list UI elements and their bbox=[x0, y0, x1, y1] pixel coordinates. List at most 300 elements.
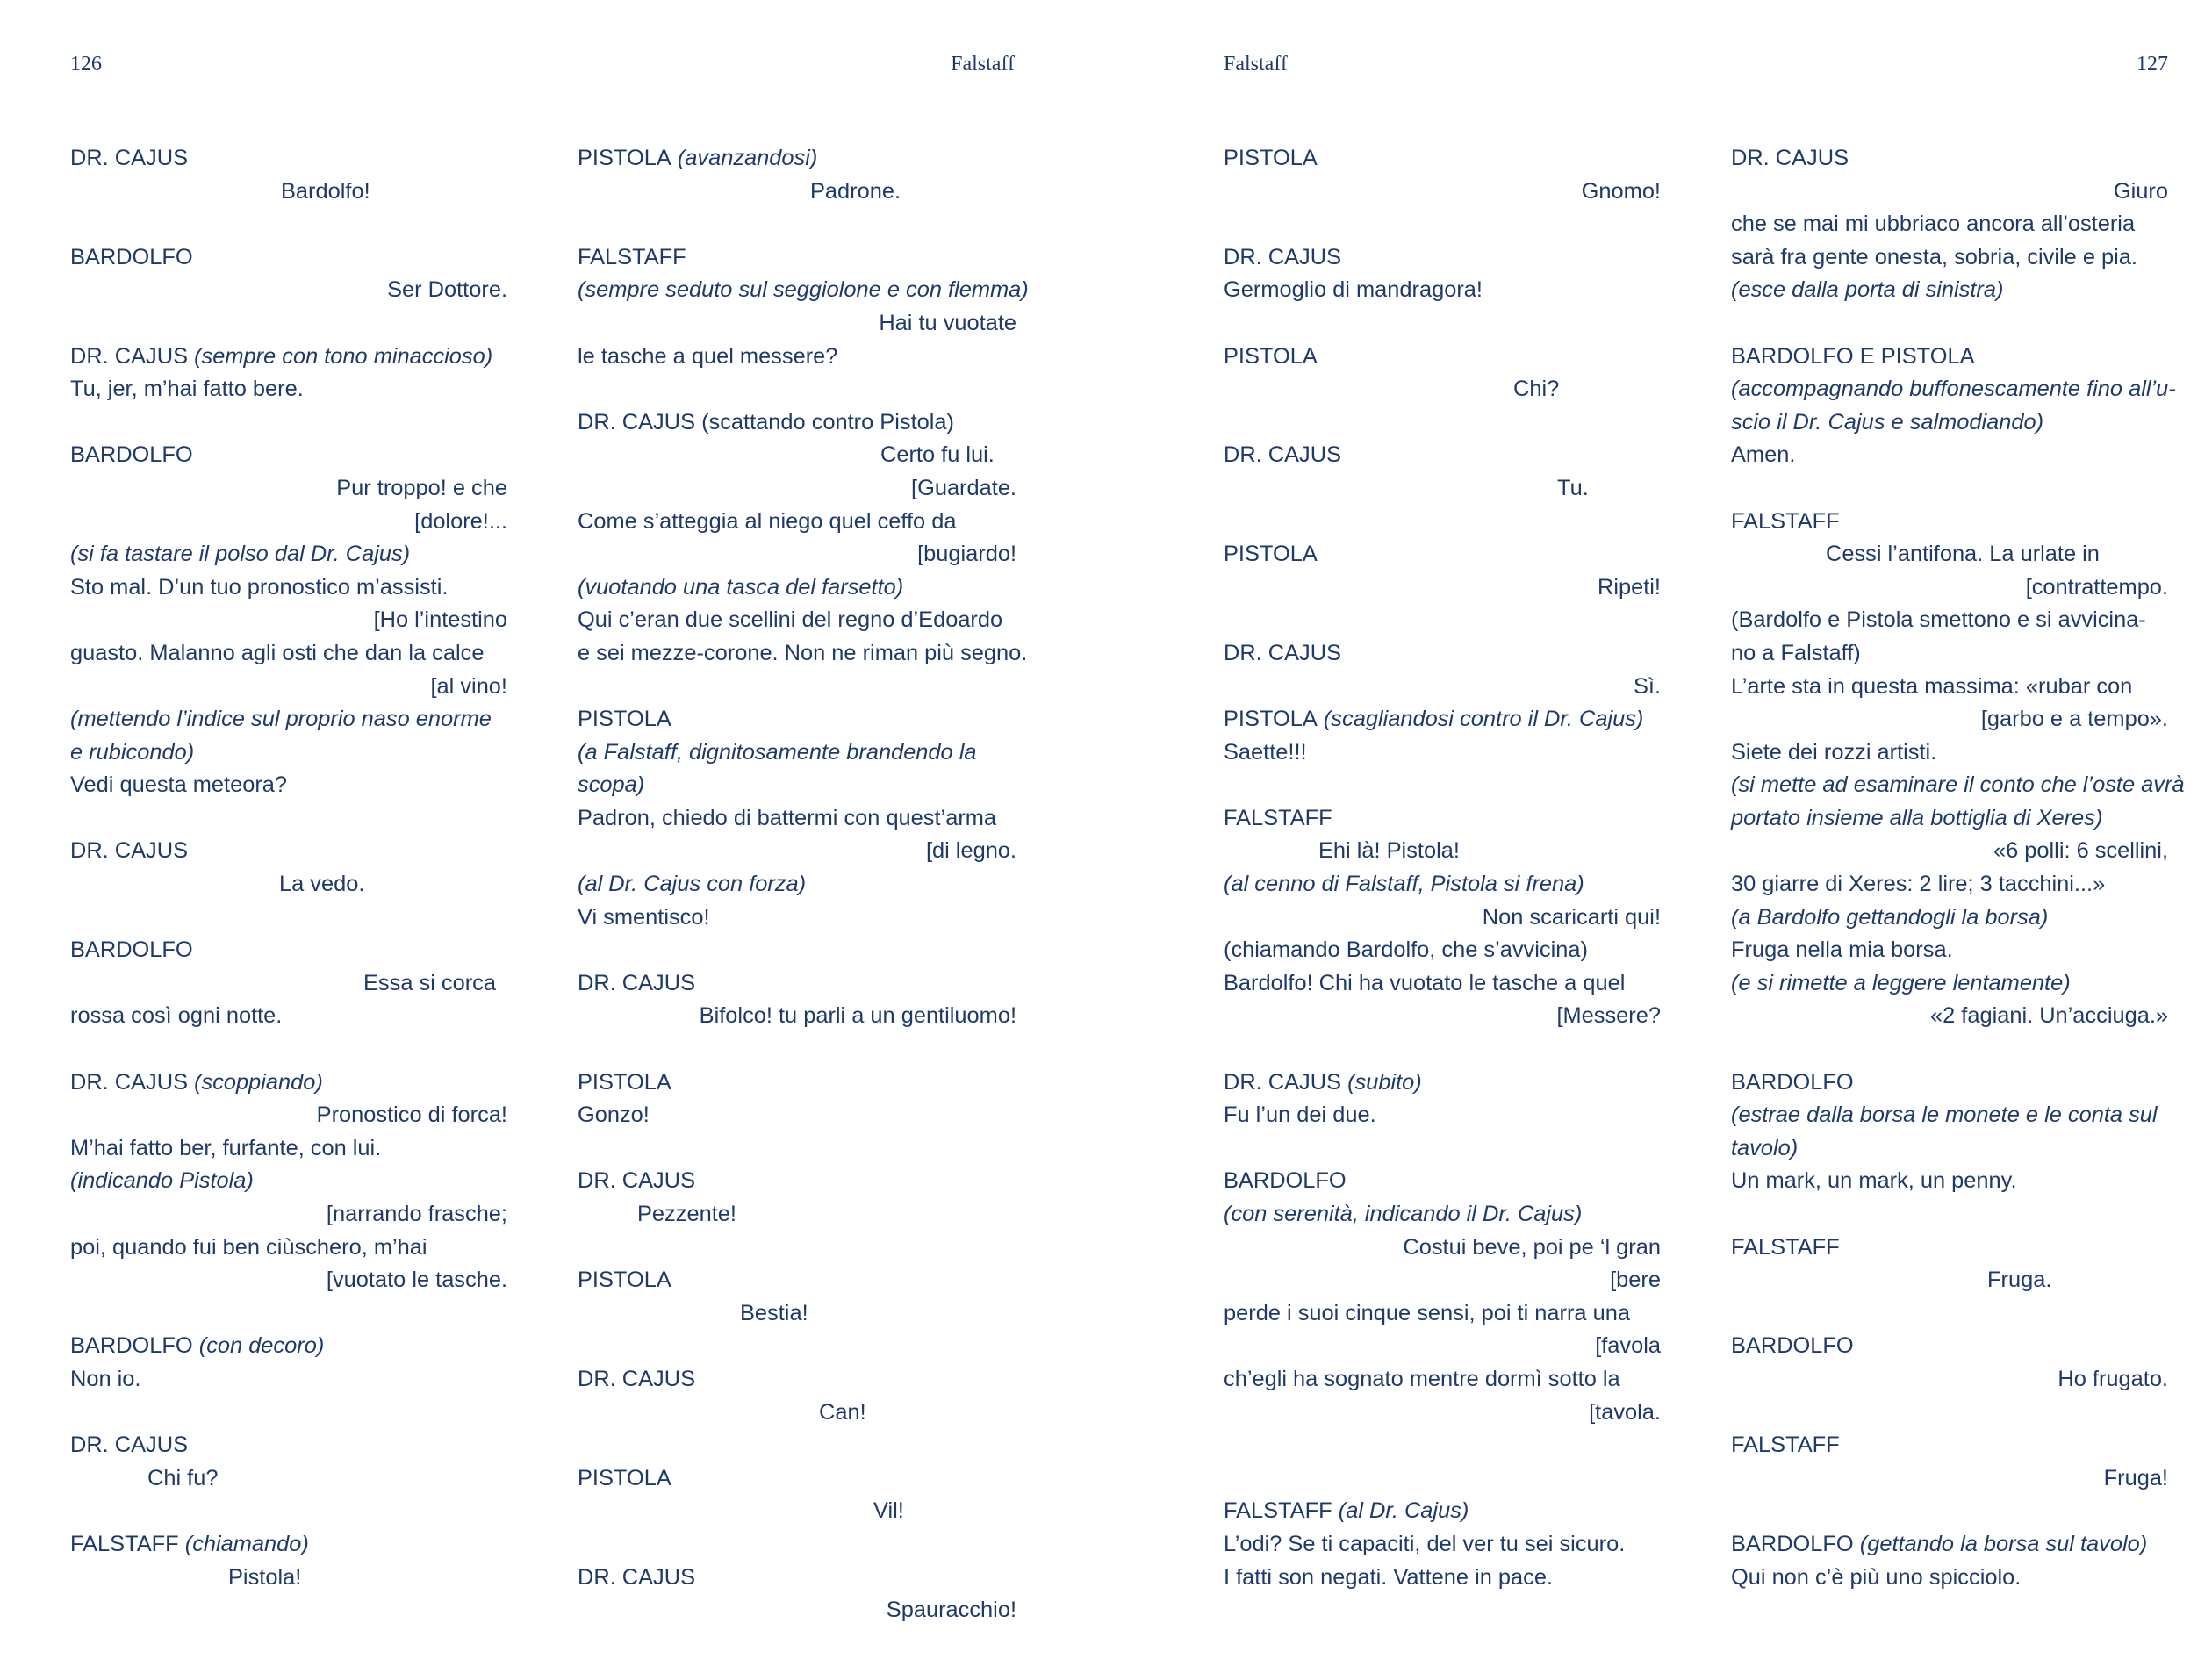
line-text: Ripeti! bbox=[1598, 574, 1661, 600]
script-line bbox=[578, 1297, 1016, 1331]
script-line bbox=[1731, 1264, 2168, 1297]
text-column-3 bbox=[1224, 142, 1661, 1594]
script-line bbox=[70, 736, 507, 770]
line-text: FALSTAFF bbox=[1731, 1433, 1840, 1458]
stage-direction: (scoppiando) bbox=[188, 1069, 323, 1095]
script-line bbox=[1731, 671, 2168, 704]
script-line bbox=[1731, 1528, 2168, 1562]
script-line bbox=[1731, 736, 2168, 770]
running-title-right: Falstaff bbox=[1224, 53, 1288, 75]
script-line bbox=[1224, 176, 1661, 209]
script-line bbox=[70, 1165, 507, 1198]
line-text: BARDOLFO bbox=[70, 1333, 193, 1359]
line-text: DR. CAJUS bbox=[70, 146, 189, 170]
line-text: Ho frugato. bbox=[2058, 1366, 2168, 1391]
line-text: DR. CAJUS bbox=[1224, 1069, 1342, 1095]
script-line bbox=[578, 868, 1016, 901]
script-line bbox=[1224, 671, 1661, 704]
script-line bbox=[1224, 637, 1661, 671]
script-line bbox=[1731, 506, 2168, 539]
script-line bbox=[70, 769, 507, 802]
script-line bbox=[578, 439, 1016, 472]
line-text: DR. CAJUS bbox=[70, 1433, 189, 1458]
line-text: Vedi questa meteora? bbox=[70, 772, 288, 798]
script-line bbox=[578, 604, 1016, 637]
script-line bbox=[1731, 1132, 2168, 1166]
script-line bbox=[70, 176, 507, 209]
script-line bbox=[578, 1562, 1016, 1595]
script-line bbox=[578, 1363, 1016, 1397]
line-text: Hai tu vuotate bbox=[879, 310, 1016, 335]
blank-line bbox=[1731, 1198, 2168, 1232]
line-text: Sì. bbox=[1633, 673, 1661, 699]
line-text: Padron, chiedo di battermi con quest’arma bbox=[578, 805, 997, 830]
blank-line bbox=[70, 802, 507, 836]
script-line bbox=[1731, 1000, 2168, 1033]
line-text: BARDOLFO bbox=[1731, 1333, 1854, 1359]
script-line bbox=[70, 1528, 507, 1562]
line-text: Non scaricarti qui! bbox=[1482, 904, 1661, 930]
line-text: L’odi? Se ti capaciti, del ver tu sei sicuro. bbox=[1224, 1531, 1626, 1556]
line-text: (al Dr. Cajus con forza) bbox=[578, 872, 807, 897]
line-text: DR. CAJUS bbox=[1731, 146, 1849, 170]
line-text: Gonzo! bbox=[578, 1102, 650, 1128]
script-line bbox=[1224, 1562, 1661, 1595]
line-text: portato insieme alla bottiglia di Xeres) bbox=[1731, 805, 2103, 830]
script-line bbox=[70, 1462, 507, 1496]
script-line bbox=[578, 571, 1016, 605]
line-text: BARDOLFO bbox=[1731, 1531, 1854, 1556]
line-text: (chiamando Bardolfo, che s’avvicina) bbox=[1224, 937, 1588, 963]
running-title-left: Falstaff bbox=[951, 53, 1015, 75]
script-line bbox=[578, 142, 1016, 176]
script-line bbox=[1224, 1495, 1661, 1528]
blank-line bbox=[578, 208, 1016, 241]
script-line bbox=[1224, 1363, 1661, 1397]
script-line bbox=[1731, 703, 2168, 736]
blank-line bbox=[1224, 769, 1661, 802]
line-text: PISTOLA bbox=[578, 1069, 672, 1095]
blank-line bbox=[70, 307, 507, 341]
blank-line bbox=[1731, 472, 2168, 506]
line-text: DR. CAJUS bbox=[578, 1564, 696, 1590]
line-text: (a Bardolfo gettandogli la borsa) bbox=[1731, 904, 2049, 930]
script-line bbox=[70, 506, 507, 539]
script-line bbox=[578, 1000, 1016, 1033]
line-text: Fruga! bbox=[2103, 1465, 2168, 1490]
script-line bbox=[578, 703, 1016, 736]
script-line bbox=[578, 1594, 1016, 1627]
blank-line bbox=[70, 208, 507, 241]
script-line bbox=[1731, 373, 2176, 406]
line-text: [contrattempo. bbox=[2025, 574, 2168, 600]
line-text: Fruga. bbox=[1987, 1268, 2052, 1293]
script-line bbox=[70, 1330, 507, 1363]
line-text: e rubicondo) bbox=[70, 739, 195, 765]
script-line bbox=[578, 1397, 1016, 1430]
line-text: Chi fu? bbox=[147, 1465, 219, 1490]
line-text: (sempre seduto sul seggiolone e con flemma) bbox=[578, 277, 1029, 303]
line-text: PISTOLA bbox=[578, 707, 672, 732]
line-text: (vuotando una tasca del farsetto) bbox=[578, 574, 904, 600]
script-line bbox=[70, 1429, 507, 1462]
line-text: Cessi l’antifona. La urlate in bbox=[1826, 542, 2100, 567]
page-number-right: 127 bbox=[2137, 53, 2168, 75]
script-line bbox=[1731, 241, 2168, 275]
script-line bbox=[578, 637, 1028, 671]
line-text: Pur troppo! e che bbox=[336, 475, 507, 500]
blank-line bbox=[578, 1232, 1016, 1265]
blank-line bbox=[1224, 1033, 1661, 1066]
line-text: (accompagnando buffonescamente fino all’u- bbox=[1731, 377, 2176, 402]
script-line bbox=[1731, 274, 2168, 307]
line-text: Pronostico di forca! bbox=[316, 1102, 507, 1128]
stage-direction: (con decoro) bbox=[192, 1333, 325, 1359]
script-line bbox=[1731, 1066, 2168, 1100]
line-text: Fu l’un dei due. bbox=[1224, 1102, 1376, 1128]
script-line bbox=[1731, 802, 2168, 836]
script-line bbox=[1731, 1099, 2168, 1132]
script-line bbox=[70, 604, 507, 637]
script-line bbox=[578, 307, 1016, 341]
script-line bbox=[578, 341, 1016, 374]
line-text: DR. CAJUS bbox=[70, 838, 189, 864]
line-text: «2 fagiani. Un’acciuga.» bbox=[1929, 1003, 2168, 1029]
line-text: [Guardate. bbox=[911, 475, 1016, 500]
line-text: e sei mezze-corone. Non ne riman più segno. bbox=[578, 640, 1028, 665]
blank-line bbox=[1731, 307, 2168, 341]
script-line bbox=[70, 1132, 507, 1166]
line-text: PISTOLA bbox=[578, 146, 672, 170]
text-column-4 bbox=[1731, 142, 2185, 1594]
script-line bbox=[70, 373, 507, 406]
blank-line bbox=[1224, 506, 1661, 539]
script-line bbox=[1224, 142, 1661, 176]
line-text: 30 giarre di Xeres: 2 lire; 3 tacchini...» bbox=[1731, 872, 2106, 897]
script-line bbox=[578, 1165, 1016, 1198]
blank-line bbox=[70, 1033, 507, 1066]
script-line bbox=[1224, 802, 1661, 836]
script-line bbox=[1731, 901, 2168, 935]
blank-line bbox=[1224, 1429, 1661, 1462]
script-line bbox=[1224, 341, 1661, 374]
line-text: (indicando Pistola) bbox=[70, 1168, 254, 1194]
line-text: Siete dei rozzi artisti. bbox=[1731, 739, 1937, 765]
line-text: Sto mal. D’un tuo pronostico m’assisti. bbox=[70, 574, 449, 600]
line-text: «6 polli: 6 scellini, bbox=[1993, 838, 2168, 864]
line-text: Germoglio di mandragora! bbox=[1224, 277, 1483, 303]
line-text: Padrone. bbox=[810, 178, 901, 204]
blank-line bbox=[578, 671, 1016, 704]
blank-line bbox=[70, 901, 507, 935]
script-line bbox=[70, 868, 507, 901]
line-text: poi, quando fui ben ciùschero, m’hai bbox=[70, 1234, 427, 1260]
script-line bbox=[1224, 967, 1661, 1001]
script-line bbox=[578, 1495, 1016, 1528]
blank-line bbox=[578, 373, 1016, 406]
script-line bbox=[578, 1198, 1016, 1232]
stage-direction: (scagliandosi contro il Dr. Cajus) bbox=[1317, 707, 1644, 732]
blank-line bbox=[70, 1495, 507, 1528]
script-line bbox=[1224, 1528, 1661, 1562]
script-line bbox=[1224, 1000, 1661, 1033]
line-text: (mettendo l’indice sul proprio naso enorme bbox=[70, 707, 492, 732]
line-text: (al cenno di Falstaff, Pistola si frena) bbox=[1224, 872, 1584, 897]
script-line bbox=[1224, 373, 1661, 406]
script-line bbox=[1731, 769, 2185, 802]
script-line bbox=[578, 1462, 1016, 1496]
blank-line bbox=[1224, 604, 1661, 637]
line-text: (esce dalla porta di sinistra) bbox=[1731, 277, 2004, 303]
script-line bbox=[578, 538, 1016, 571]
line-text: L’arte sta in questa massima: «rubar con bbox=[1731, 673, 2133, 699]
line-text: Pistola! bbox=[228, 1564, 302, 1590]
line-text: FALSTAFF bbox=[1731, 1234, 1840, 1260]
line-text: [narrando frasche; bbox=[326, 1202, 507, 1226]
script-line bbox=[1224, 1397, 1661, 1430]
script-line bbox=[578, 176, 1016, 209]
line-text: Vil! bbox=[873, 1498, 904, 1524]
script-line bbox=[578, 967, 1016, 1001]
line-text: PISTOLA bbox=[578, 1465, 672, 1490]
line-text: FALSTAFF bbox=[1224, 805, 1332, 830]
script-line bbox=[70, 538, 507, 571]
line-text: [Messere? bbox=[1556, 1003, 1661, 1029]
line-text: (Bardolfo e Pistola smettono e si avvicina- bbox=[1731, 607, 2146, 633]
blank-line bbox=[578, 934, 1016, 967]
script-line bbox=[70, 241, 507, 275]
line-text: DR. CAJUS bbox=[1224, 442, 1342, 468]
line-text: Bestia! bbox=[740, 1300, 808, 1325]
script-line bbox=[1224, 868, 1661, 901]
line-text: Ehi là! Pistola! bbox=[1318, 838, 1460, 864]
text-column-1 bbox=[70, 142, 507, 1594]
script-line bbox=[1224, 1165, 1661, 1198]
blank-line bbox=[1731, 1297, 2168, 1331]
line-text: BARDOLFO bbox=[1224, 1168, 1347, 1194]
line-text: Fruga nella mia borsa. bbox=[1731, 937, 1953, 963]
line-text: Essa si corca bbox=[363, 970, 496, 995]
script-line bbox=[1224, 934, 1661, 967]
line-text: [vuotato le tasche. bbox=[326, 1268, 507, 1293]
line-text: Saette!!! bbox=[1224, 739, 1307, 765]
stage-direction: (al Dr. Cajus) bbox=[1332, 1498, 1469, 1524]
blank-line bbox=[70, 406, 507, 440]
line-text: Bardolfo! bbox=[281, 178, 370, 204]
script-line bbox=[578, 506, 1016, 539]
blank-line bbox=[1224, 1132, 1661, 1166]
stage-direction: (chiamando) bbox=[178, 1531, 309, 1556]
script-line bbox=[70, 671, 507, 704]
line-text: Pezzente! bbox=[637, 1202, 736, 1226]
line-text: perde i suoi cinque sensi, poi ti narra una bbox=[1224, 1300, 1630, 1325]
script-line bbox=[1731, 1232, 2168, 1265]
blank-line bbox=[578, 1132, 1016, 1166]
line-text: [dolore!... bbox=[414, 508, 507, 534]
line-text: [garbo e a tempo». bbox=[1980, 707, 2168, 732]
line-text: Come s’atteggia al niego quel ceffo da bbox=[578, 508, 957, 534]
line-text: BARDOLFO bbox=[70, 244, 193, 269]
line-text: [al vino! bbox=[430, 673, 507, 699]
script-line bbox=[1224, 538, 1661, 571]
line-text: Spauracchio! bbox=[886, 1598, 1016, 1623]
script-line bbox=[70, 637, 507, 671]
script-line bbox=[1224, 1198, 1661, 1232]
script-line bbox=[70, 274, 507, 307]
line-text: DR. CAJUS bbox=[578, 1168, 696, 1194]
script-line bbox=[1731, 571, 2168, 605]
line-text: Tu. bbox=[1557, 475, 1589, 500]
script-line bbox=[70, 835, 507, 868]
line-text: scio il Dr. Cajus e salmodiando) bbox=[1731, 409, 2044, 434]
line-text: [Ho l’intestino bbox=[373, 607, 507, 633]
stage-direction: (sempre con tono minaccioso) bbox=[188, 343, 493, 369]
script-line bbox=[1731, 934, 2168, 967]
script-line bbox=[578, 1099, 1016, 1132]
script-line bbox=[578, 736, 1016, 770]
line-text: (estrae dalla borsa le monete e le conta sul bbox=[1731, 1102, 2158, 1128]
blank-line bbox=[1224, 208, 1661, 241]
script-line bbox=[578, 769, 1016, 802]
blank-line bbox=[1731, 1033, 2168, 1066]
line-text: Qui non c’è più uno spicciolo. bbox=[1731, 1564, 2022, 1590]
line-text: [di legno. bbox=[925, 838, 1016, 864]
line-text: che se mai mi ubbriaco ancora all’osteria bbox=[1731, 212, 2136, 237]
blank-line bbox=[578, 1528, 1016, 1562]
script-line bbox=[1224, 703, 1661, 736]
script-line bbox=[578, 1264, 1016, 1297]
line-text: I fatti son negati. Vattene in pace. bbox=[1224, 1564, 1553, 1590]
script-line bbox=[1224, 472, 1661, 506]
script-line bbox=[578, 802, 1016, 836]
line-text: Gnomo! bbox=[1581, 178, 1661, 204]
blank-line bbox=[1224, 1462, 1661, 1496]
line-text: DR. CAJUS bbox=[70, 343, 189, 369]
line-text: sarà fra gente onesta, sobria, civile e pia. bbox=[1731, 244, 2137, 269]
script-line bbox=[1731, 1363, 2168, 1397]
line-text: La vedo. bbox=[279, 872, 365, 897]
line-text: DR. CAJUS bbox=[578, 970, 696, 995]
blank-line bbox=[578, 1033, 1016, 1066]
script-line bbox=[578, 472, 1016, 506]
line-text: guasto. Malanno agli osti che dan la calce bbox=[70, 640, 485, 665]
script-line bbox=[70, 1000, 507, 1033]
script-line bbox=[1731, 967, 2168, 1001]
blank-line bbox=[70, 1297, 507, 1331]
script-line bbox=[1224, 439, 1661, 472]
script-line bbox=[70, 1363, 507, 1397]
line-text: (e si rimette a leggere lentamente) bbox=[1731, 970, 2071, 995]
script-line bbox=[578, 901, 1016, 935]
blank-line bbox=[1731, 1397, 2168, 1430]
line-text: DR. CAJUS bbox=[578, 1366, 696, 1391]
line-text: (a Falstaff, dignitosamente brandendo la bbox=[578, 739, 977, 765]
script-line bbox=[70, 934, 507, 967]
page-number-left: 126 bbox=[70, 53, 102, 75]
line-text: Bardolfo! Chi ha vuotato le tasche a quel bbox=[1224, 970, 1626, 995]
script-line bbox=[1731, 1165, 2168, 1198]
script-line bbox=[70, 967, 507, 1001]
line-text: PISTOLA bbox=[1224, 343, 1318, 369]
script-line bbox=[1224, 1232, 1661, 1265]
line-text: [tavola. bbox=[1589, 1399, 1661, 1425]
line-text: DR. CAJUS bbox=[1224, 640, 1342, 665]
script-line bbox=[70, 1099, 507, 1132]
stage-direction: (gettando la borsa sul tavolo) bbox=[1853, 1531, 2148, 1556]
script-line bbox=[578, 835, 1016, 868]
line-text: Amen. bbox=[1731, 442, 1796, 468]
script-line bbox=[70, 439, 507, 472]
line-text: BARDOLFO bbox=[1731, 1069, 1854, 1095]
script-line bbox=[1731, 637, 2168, 671]
line-text: Giuro bbox=[2113, 178, 2168, 204]
script-line bbox=[70, 571, 507, 605]
script-line bbox=[578, 274, 1029, 307]
script-line bbox=[70, 1198, 507, 1232]
line-text: Un mark, un mark, un penny. bbox=[1731, 1168, 2017, 1194]
script-line bbox=[1731, 1562, 2168, 1595]
script-line bbox=[1731, 868, 2168, 901]
script-line bbox=[1731, 341, 2168, 374]
script-line bbox=[1224, 1297, 1661, 1331]
line-text: scopa) bbox=[578, 772, 645, 798]
line-text: rossa così ogni notte. bbox=[70, 1003, 283, 1029]
line-text: PISTOLA bbox=[1224, 146, 1318, 170]
line-text: (si mette ad esaminare il conto che l’oste avrà bbox=[1731, 772, 2185, 798]
script-line bbox=[1731, 835, 2168, 868]
script-line bbox=[1224, 571, 1661, 605]
text-column-2 bbox=[578, 142, 1029, 1627]
blank-line bbox=[1224, 307, 1661, 341]
script-line bbox=[1224, 835, 1661, 868]
line-text: DR. CAJUS bbox=[70, 1069, 189, 1095]
script-line bbox=[1224, 1099, 1661, 1132]
line-text: FALSTAFF bbox=[578, 244, 686, 269]
script-line bbox=[1224, 241, 1661, 275]
script-line bbox=[70, 472, 507, 506]
line-text: (si fa tastare il polso dal Dr. Cajus) bbox=[70, 542, 411, 567]
stage-direction: (avanzandosi) bbox=[671, 146, 818, 170]
line-text: Certo fu lui. bbox=[880, 442, 995, 468]
line-text: M’hai fatto ber, furfante, con lui. bbox=[70, 1135, 382, 1160]
line-text: Vi smentisco! bbox=[578, 904, 710, 930]
blank-line bbox=[578, 1330, 1016, 1363]
line-text: BARDOLFO bbox=[70, 442, 193, 468]
script-line bbox=[1224, 1264, 1661, 1297]
script-line bbox=[70, 142, 507, 176]
script-line bbox=[70, 703, 507, 736]
blank-line bbox=[70, 1397, 507, 1430]
script-line bbox=[1224, 274, 1661, 307]
line-text: le tasche a quel messere? bbox=[578, 343, 838, 369]
line-text: (con serenità, indicando il Dr. Cajus) bbox=[1224, 1202, 1583, 1226]
line-text: PISTOLA bbox=[1224, 542, 1318, 567]
line-text: Chi? bbox=[1513, 377, 1560, 402]
script-line bbox=[1224, 1330, 1661, 1363]
line-text: [bere bbox=[1610, 1268, 1661, 1293]
line-text: PISTOLA bbox=[578, 1268, 672, 1293]
line-text: [favola bbox=[1595, 1333, 1661, 1359]
script-line bbox=[1731, 142, 2168, 176]
script-line bbox=[578, 1066, 1016, 1100]
script-line bbox=[1731, 1429, 2168, 1462]
line-text: Tu, jer, m’hai fatto bere. bbox=[70, 377, 304, 402]
script-line bbox=[1731, 1462, 2168, 1496]
script-line bbox=[70, 1562, 507, 1595]
script-line bbox=[1731, 538, 2168, 571]
script-line bbox=[1731, 406, 2168, 440]
line-text: tavolo) bbox=[1731, 1135, 1799, 1160]
